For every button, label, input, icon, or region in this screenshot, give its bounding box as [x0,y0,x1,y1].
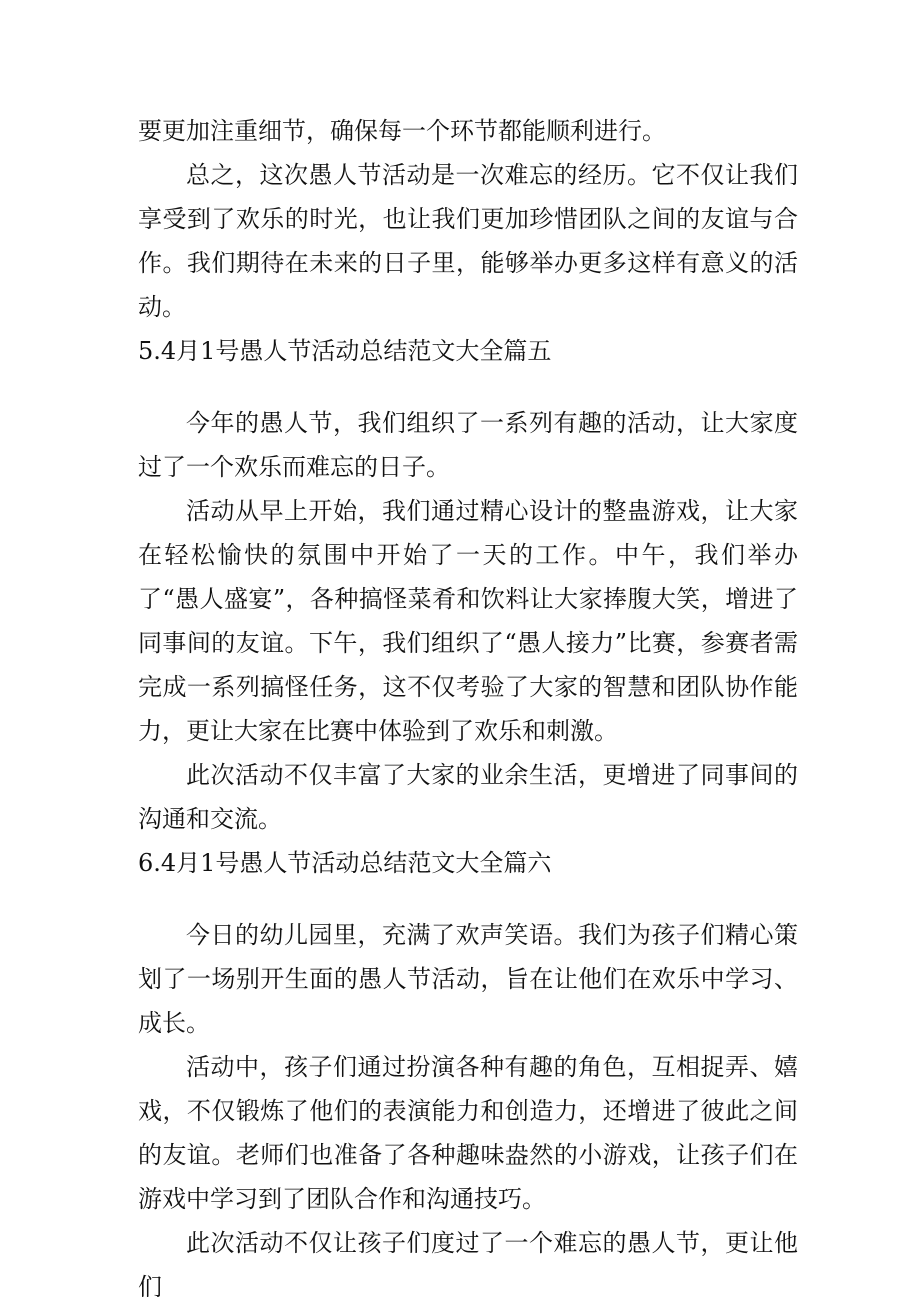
paragraph: 总之，这次愚人节活动是一次难忘的经历。它不仅让我们享受到了欢乐的时光，也让我们更加珍惜团队之间的友谊与合作。我们期待在未来的日子里，能够举办更多这样有意义的活动。 [138,161,798,321]
section-heading-5: 5.4月1号愚人节活动总结范文大全篇五 [138,337,552,365]
section-heading-6: 6.4月1号愚人节活动总结范文大全篇六 [138,849,552,877]
paragraph: 此次活动不仅让孩子们度过了一个难忘的愚人节，更让他们 [138,1229,798,1301]
paragraph: 今日的幼儿园里，充满了欢声笑语。我们为孩子们精心策划了一场别开生面的愚人节活动，旨在让他们在欢乐中学习、成长。 [138,921,798,1037]
paragraph: 此次活动不仅丰富了大家的业余生活，更增进了同事间的沟通和交流。 [138,761,798,833]
paragraph: 活动中，孩子们通过扮演各种有趣的角色，互相捉弄、嬉戏，不仅锻炼了他们的表演能力和创造力，还增进了彼此之间的友谊。老师们也准备了各种趣味盎然的小游戏，让孩子们在游戏中学习到了团队合作和沟通技巧。 [138,1053,798,1213]
paragraph: 今年的愚人节，我们组织了一系列有趣的活动，让大家度过了一个欢乐而难忘的日子。 [138,409,798,481]
paragraph: 要更加注重细节，确保每一个环节都能顺利进行。 [138,117,666,145]
paragraph: 活动从早上开始，我们通过精心设计的整蛊游戏，让大家在轻松愉快的氛围中开始了一天的工作。中午，我们举办了“愚人盛宴”，各种搞怪菜肴和饮料让大家捧腹大笑，增进了同事间的友谊。下午，我们组织了“愚人接力”比赛，参赛者需完成一系列搞怪任务，这不仅考验了大家的智慧和团队协作能力，更让大家在比赛中体验到了欢乐和刺激。 [138,497,798,745]
document-body [138,109,798,1309]
